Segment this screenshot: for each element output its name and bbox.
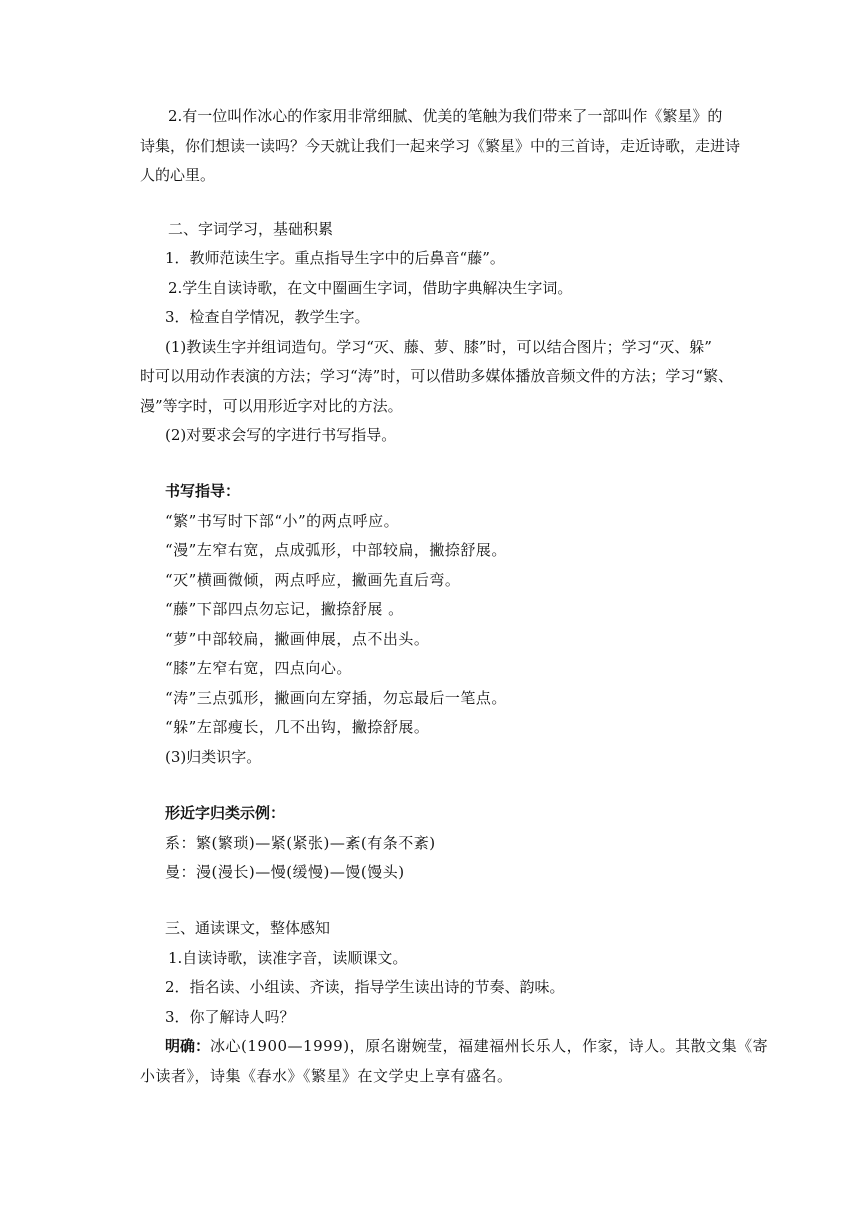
intro-line-2: 诗集，你们想读一读吗？今天就让我们一起来学习《繁星》中的三首诗，走近诗歌，走进诗	[140, 137, 741, 155]
writing-guide-item: “涛”三点弧形，撇画向左穿插，勿忘最后一笔点。	[165, 689, 507, 707]
clarify-text: 冰心(1900—1999)，原名谢婉莹，福建福州长乐人，作家，诗人。其散文集《寄	[210, 1037, 769, 1055]
section3-clarify-line-2: 小读者》，诗集《春水》《繁星》在文学史上享有盛名。	[140, 1067, 513, 1085]
section2-heading: 二、字词学习，基础积累	[168, 220, 334, 238]
similar-chars-title: 形近字归类示例：	[165, 804, 286, 822]
writing-guide-item: “灭”横画微倾，两点呼应，撇画先直后弯。	[165, 571, 461, 589]
section2-item-3: 3．检查自学情况，教学生字。	[165, 308, 370, 326]
similar-chars-row-2: 曼：漫(漫长)—慢(缓慢)—馒(馒头)	[165, 863, 405, 881]
clarify-label: 明确：	[165, 1037, 211, 1055]
section2-sub1-line-3: 漫”等字时，可以用形近字对比的方法。	[140, 397, 403, 415]
section3-item-3: 3．你了解诗人吗？	[165, 1008, 295, 1026]
writing-guide-item: “繁”书写时下部“小”的两点呼应。	[165, 512, 400, 530]
section2-sub1-line-2: 时可以用动作表演的方法；学习“涛”时，可以借助多媒体播放音频文件的方法；学习“繁、	[140, 367, 734, 385]
intro-line-3: 人的心里。	[140, 166, 216, 184]
section3-item-2: 2．指名读、小组读、齐读，指导学生读出诗的节奏、韵味。	[165, 978, 565, 996]
section3-item-1: 1.自读诗歌，读准字音，读顺课文。	[168, 949, 408, 967]
section3-clarify-line-1	[165, 1036, 768, 1056]
writing-guide-item: “萝”中部较扁，撇画伸展，点不出头。	[165, 630, 430, 648]
section2-item-2: 2.学生自读诗歌，在文中圈画生字词，借助字典解决生字词。	[168, 279, 573, 297]
writing-guide-item: “膝”左窄右宽，四点向心。	[165, 659, 352, 677]
writing-guide-item: “藤”下部四点勿忘记，撇捺舒展 。	[165, 600, 404, 618]
section2-item-1: 1．教师范读生字。重点指导生字中的后鼻音“藤”。	[165, 249, 505, 267]
writing-guide-title: 书写指导：	[165, 482, 241, 500]
similar-chars-row-1: 系：繁(繁琐)—紧(紧张)—紊(有条不紊)	[165, 834, 436, 852]
section2-sub2: (2)对要求会写的字进行书写指导。	[165, 426, 397, 444]
intro-line-1: 2.有一位叫作冰心的作家用非常细腻、优美的笔触为我们带来了一部叫作《繁星》的	[168, 107, 723, 125]
writing-guide-item: “躲”左部瘦长，几不出钩，撇捺舒展。	[165, 718, 430, 736]
section3-heading: 三、通读课文，整体感知	[165, 919, 331, 937]
writing-guide-item: “漫”左窄右宽，点成弧形，中部较扁，撇捺舒展。	[165, 541, 507, 559]
section2-sub1-line-1: (1)教读生字并组词造句。学习“灭、藤、萝、膝”时，可以结合图片；学习“灭、躲”	[165, 338, 712, 356]
writing-guide-sub3: (3)归类识字。	[165, 748, 262, 766]
